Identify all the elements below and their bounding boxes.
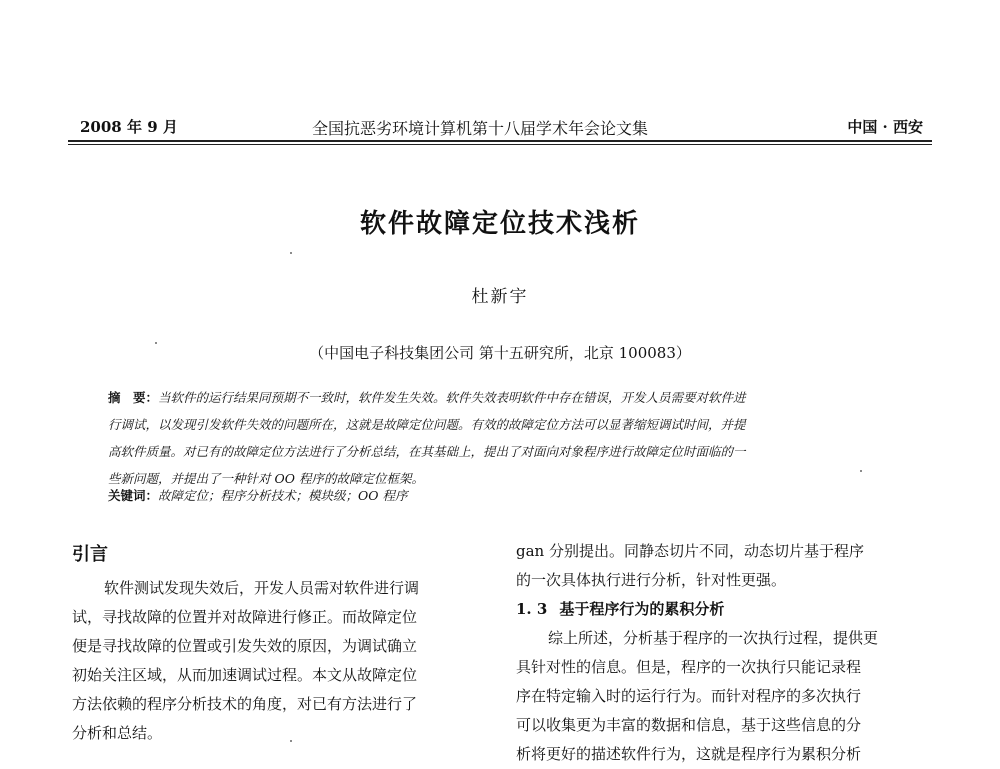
abstract-label: 摘 要： [108, 390, 159, 405]
header-location: 中国 · 西安 [847, 118, 923, 136]
paper-title: 软件故障定位技术浅析 [359, 209, 640, 239]
header-rule [68, 140, 932, 142]
body-line: 具针对性的信息。但是，程序的一次执行只能记录程 [516, 658, 862, 676]
abstract-line: 些新问题，并提出了一种针对 OO 程序的故障定位框架。 [108, 471, 424, 486]
right-column [516, 537, 932, 769]
keywords-text: 故障定位；程序分析技术；模块级；OO 程序 [158, 488, 408, 503]
subsection-heading [516, 595, 932, 624]
body-line: gan 分别提出。同静态切片不同，动态切片基于程序 [516, 542, 864, 560]
abstract-line [108, 384, 888, 411]
body-line: 序在特定输入时的运行行为。而针对程序的多次执行 [516, 687, 862, 705]
intro-line: 便是寻找故障的位置或引发失效的原因，为调试确立 [72, 637, 418, 655]
intro-line: 分析和总结。 [72, 724, 163, 742]
header-rule-thin [68, 144, 932, 145]
keywords-label: 关键词： [108, 488, 159, 503]
intro-line: 初始关注区域，从而加速调试过程。本文从故障定位 [72, 666, 418, 684]
intro-line: 方法依赖的程序分析技术的角度，对已有方法进行了 [72, 695, 418, 713]
body-line: 综上所述，分析基于程序的一次执行过程，提供更 [548, 629, 879, 647]
body-line: 析将更好的描述软件行为，这就是程序行为累积分析 [516, 745, 862, 763]
intro-line: 软件测试发现失效后，开发人员需对软件进行调 [104, 579, 420, 597]
paper-author: 杜新宇 [471, 287, 529, 307]
scan-speck [290, 740, 292, 742]
scan-speck [290, 252, 292, 254]
left-column [72, 540, 490, 748]
intro-heading: 引言 [72, 544, 108, 565]
scan-speck [155, 342, 157, 344]
abstract-line: 高软件质量。对已有的故障定位方法进行了分析总结，在其基础上，提出了对面向对象程序进行故障定位时面临的一 [108, 444, 746, 459]
header-journal: 全国抗恶劣环境计算机第十八届学术年会论文集 [312, 119, 649, 138]
header-date: 2008 年 9 月 [80, 118, 178, 136]
subsection-title: 基于程序行为的累积分析 [559, 600, 725, 618]
scan-speck [860, 470, 862, 472]
keywords [108, 486, 408, 504]
abstract-line-text: 当软件的运行结果同预期不一致时，软件发生失效。软件失效表明软件中存在错误，开发人员需要对软件进 [158, 390, 746, 405]
abstract-line: 行调试，以发现引发软件失效的问题所在，这就是故障定位问题。有效的故障定位方法可以显著缩短调试时间，并提 [108, 417, 746, 432]
abstract [108, 384, 888, 492]
subsection-number: 1. 3 [516, 600, 548, 618]
body-line: 的一次具体执行进行分析，针对性更强。 [516, 571, 787, 589]
intro-line: 试，寻找故障的位置并对故障进行修正。而故障定位 [72, 608, 418, 626]
paper-affiliation: （中国电子科技集团公司 第十五研究所，北京 100083） [309, 344, 691, 362]
body-line: 可以收集更为丰富的数据和信息，基于这些信息的分 [516, 716, 862, 734]
